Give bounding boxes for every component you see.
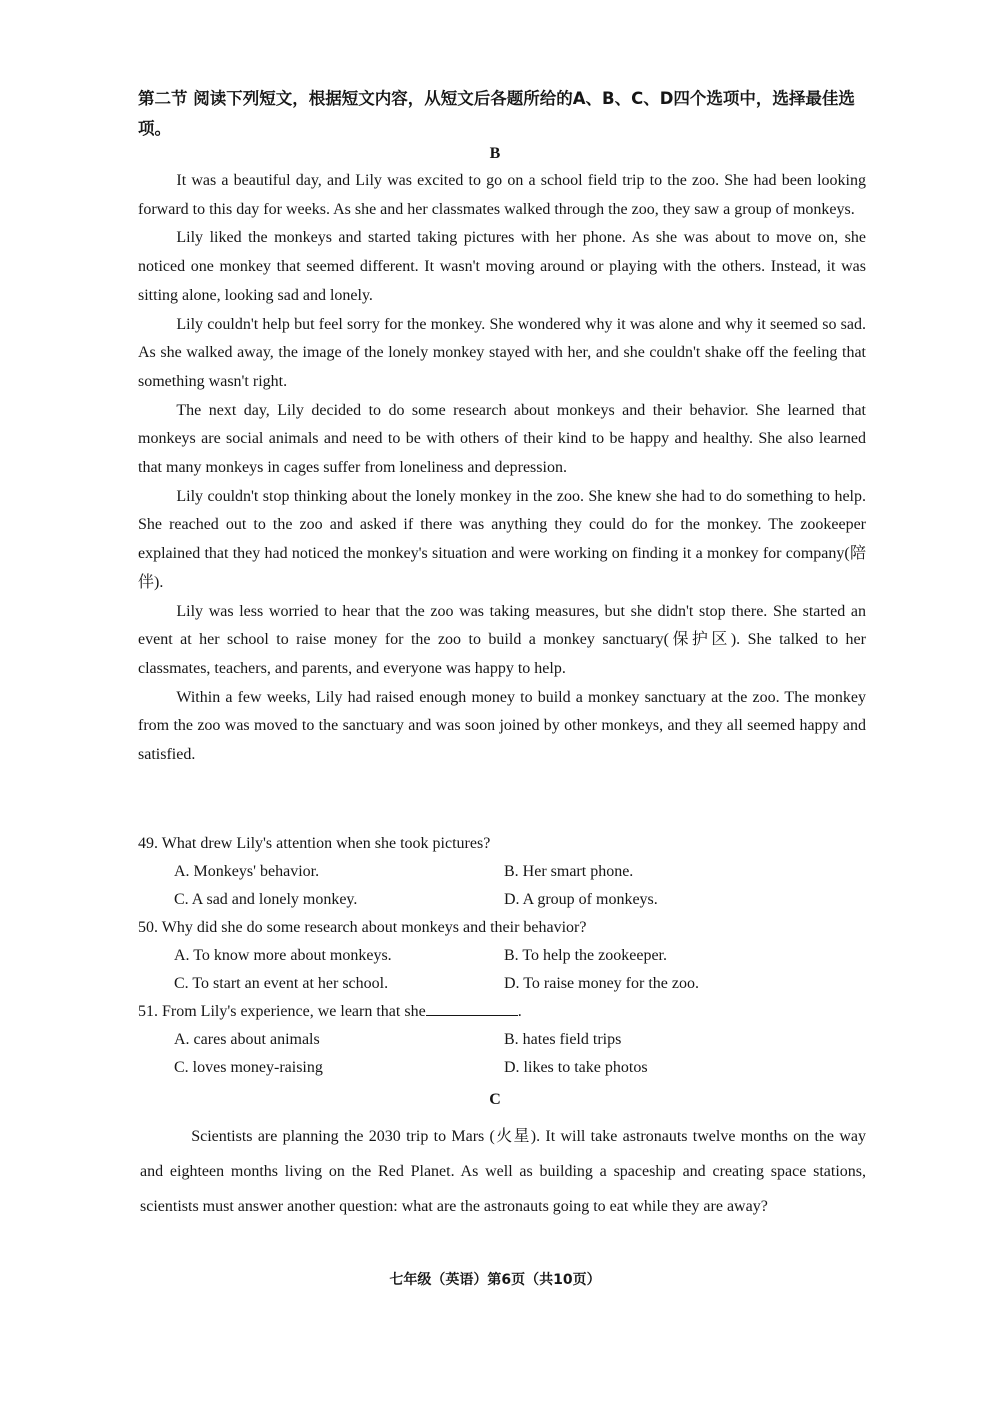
passage-b-paragraph: Lily couldn't help but feel sorry for the monkey. She wondered why it was alone and why it seemed so sad. As she walked away, the image of the lonely monkey stayed with her, and she couldn't shake off the feeling that something wasn't right. <box>138 315 866 390</box>
passage-b-paragraph: The next day, Lily decided to do some research about monkeys and their behavior. She learned that monkeys are social animals and need to be with others of their kind to be happy and healthy. She also learned that many monkeys in cages suffer from loneliness and depression. <box>138 401 866 477</box>
passage-c <box>140 1119 866 1224</box>
passage-b-paragraph: It was a beautiful day, and Lily was excited to go on a school field trip to the zoo. She had been looking forward to this day for weeks. As she and her classmates walked through the zoo, they saw a group of monkeys. <box>138 172 866 218</box>
option-c: C. loves money-raising <box>174 1059 323 1076</box>
question-49 <box>138 830 866 858</box>
question-stem: What drew Lily's attention when she took pictures? <box>161 835 491 852</box>
question-number: 51. <box>138 1003 158 1020</box>
question-number: 49. <box>138 835 158 852</box>
question-stem: From Lily's experience, we learn that she <box>162 1003 426 1020</box>
option-c: C. To start an event at her school. <box>174 975 389 992</box>
option-b: B. hates field trips <box>504 1031 622 1048</box>
passage-b-paragraph: Lily was less worried to hear that the zoo was taking measures, but she didn't stop there. She started an event at her school to raise money for the zoo to build a monkey sanctuary(保护区). She talked to her classmates, teachers, and parents, and everyone was happy to help. <box>138 602 866 677</box>
option-a: A. cares about animals <box>174 1031 320 1048</box>
section-instruction: 第二节 阅读下列短文，根据短文内容，从短文后各题所给的A、B、C、D四个选项中，选择最佳选项。 <box>138 89 855 138</box>
question-stem-end: . <box>517 1003 522 1020</box>
question-list <box>138 830 866 1082</box>
options-row <box>138 1026 866 1054</box>
option-b: B. To help the zookeeper. <box>504 947 667 964</box>
passage-b-label: B <box>489 145 501 162</box>
options-row <box>138 858 866 886</box>
passage-c-paragraph: Scientists are planning the 2030 trip to Mars (火星). It will take astronauts twelve months on the way and eighteen months living on the Red Planet. As well as building a spaceship and creating space stations, scientists must answer another question: what are the astronauts going to eat while they are away? <box>140 1128 866 1215</box>
question-stem: Why did she do some research about monkeys and their behavior? <box>161 919 587 936</box>
option-d: D. To raise money for the zoo. <box>504 975 699 992</box>
options-row <box>138 970 866 998</box>
passage-c-label: C <box>489 1091 501 1108</box>
option-b: B. Her smart phone. <box>504 863 634 880</box>
answer-blank <box>426 1001 518 1016</box>
option-d: D. A group of monkeys. <box>504 891 658 908</box>
options-row <box>138 886 866 914</box>
question-50 <box>138 914 866 942</box>
option-c: C. A sad and lonely monkey. <box>174 891 358 908</box>
page-footer: 七年级（英语）第6页（共10页） <box>389 1272 601 1288</box>
options-row <box>138 942 866 970</box>
passage-b <box>138 167 866 770</box>
question-51 <box>138 998 866 1026</box>
passage-b-paragraph: Lily liked the monkeys and started taking pictures with her phone. As she was about to move on, she noticed one monkey that seemed different. It wasn't moving around or playing with the others. Instead, it was sitting alone, looking sad and lonely. <box>138 229 866 304</box>
options-row <box>138 1054 866 1082</box>
question-number: 50. <box>138 919 158 936</box>
passage-b-paragraph: Lily couldn't stop thinking about the lonely monkey in the zoo. She knew she had to do something to help. She reached out to the zoo and asked if there was anything they could do for the monkey. The zookeeper explained that they had noticed the monkey's situation and were working on finding it a monkey for company(陪伴). <box>138 487 866 591</box>
option-a: A. Monkeys' behavior. <box>174 863 320 880</box>
option-a: A. To know more about monkeys. <box>174 947 392 964</box>
passage-b-paragraph: Within a few weeks, Lily had raised enough money to build a monkey sanctuary at the zoo. The monkey from the zoo was moved to the sanctuary and was soon joined by other monkeys, and they all seemed happy and satisfied. <box>138 688 866 764</box>
option-d: D. likes to take photos <box>504 1059 648 1076</box>
